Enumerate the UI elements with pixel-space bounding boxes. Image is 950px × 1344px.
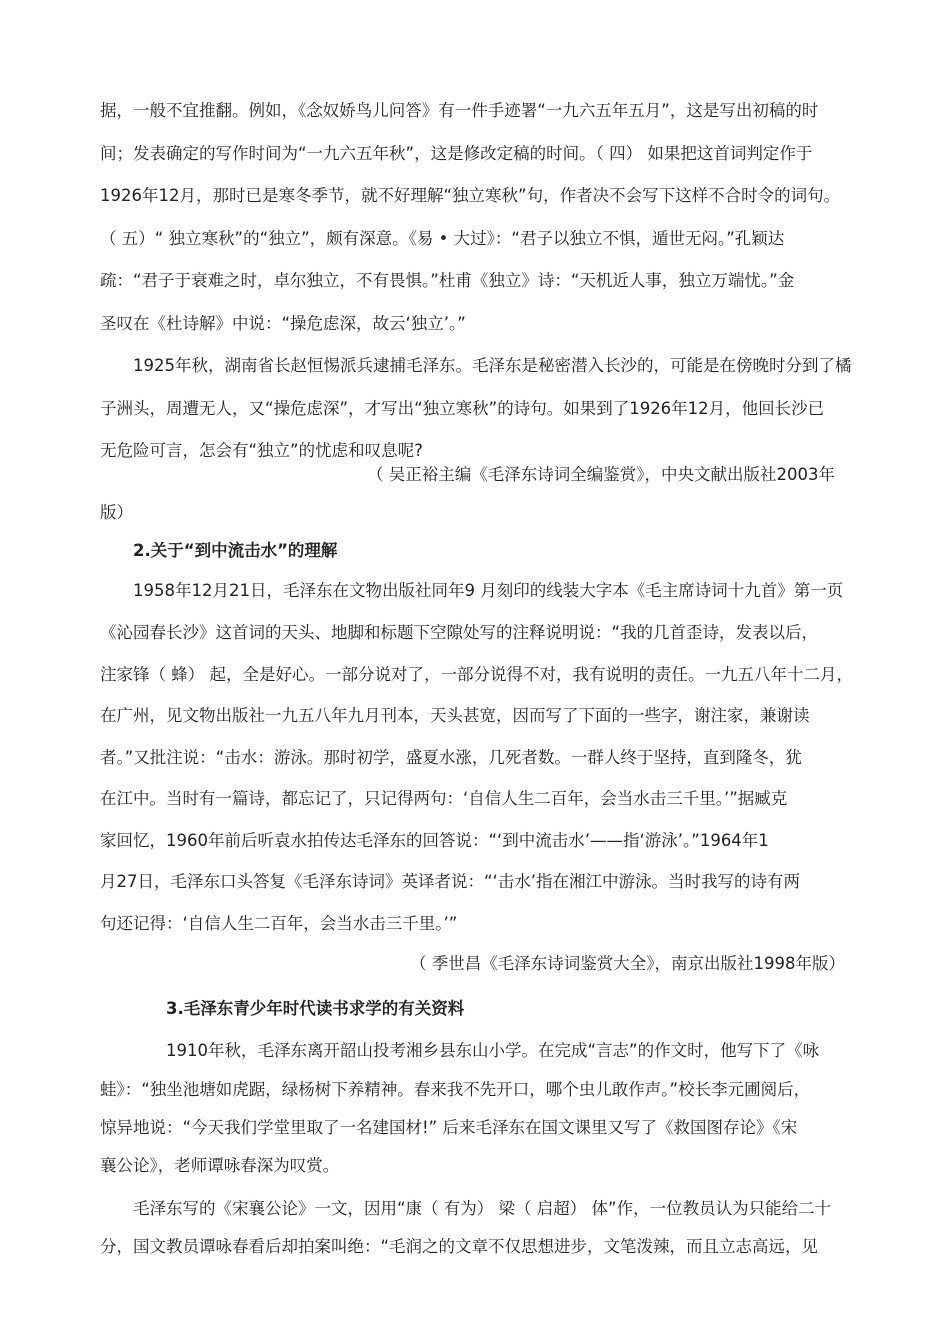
section-heading: 2.关于“到中流击水”的理解: [133, 541, 338, 560]
body-text-line: （ 五）“ 独立寒秋”的“独立”，颇有深意。《易 • 大过》：“君子以独立不惧，遁世无闷。”孔颖达: [100, 229, 785, 248]
body-text-line: 分，国文教员谭咏春看后却拍案叫绝：“毛润之的文章不仅思想进步，文笔泼辣，而且立志高远，见: [100, 1237, 819, 1256]
section-heading: 3.毛泽东青少年时代读书求学的有关资料: [166, 999, 465, 1018]
body-text-line: 子洲头，周遭无人，又“操危虑深”，才写出“独立寒秋”的诗句。如果到了1926年12月，他回长沙已: [100, 399, 825, 418]
body-text-line: 1958年12月21日，毛泽东在文物出版社同年9 月刻印的线装大字本《毛主席诗词十九首》第一页: [133, 581, 844, 600]
body-text-line: 者。”又批注说：“击水：游泳。那时初学，盛夏水涨，几死者数。一群人终于坚持，直到隆冬，犹: [100, 748, 802, 767]
body-text-line: 襄公论》，老师谭咏春深为叹赏。: [100, 1156, 340, 1175]
body-text-line: 据，一般不宜推翻。例如，《念奴娇鸟儿问答》有一件手迹署“一九六五年五月”，这是写出初稿的时: [100, 101, 819, 120]
body-text-line: 无危险可言，怎会有“独立”的忧虑和叹息呢?: [100, 441, 423, 460]
body-text-line: 家回忆，1960年前后听袁水拍传达毛泽东的回答说：“‘到中流击水’——指‘游泳’。”1964年1: [100, 831, 769, 850]
body-text-line: 在广州，见文物出版社一九五八年九月刊本，天头甚宽，因而写了下面的一些字，谢注家，兼谢读: [100, 706, 810, 725]
body-text-line: 月27日，毛泽东口头答复《毛泽东诗词》英译者说：“‘击水’指在湘江中游泳。当时我写的诗有两: [100, 872, 801, 891]
body-text-line: 1925年秋，湖南省长赵恒惕派兵逮捕毛泽东。毛泽东是秘密潜入长沙的，可能是在傍晚时分到了橘: [133, 356, 852, 375]
body-text-line: 1926年12月，那时已是寒冬季节，就不好理解“独立寒秋”句，作者决不会写下这样不合时令的词句。: [100, 186, 841, 205]
body-text-line: 蛙》：“独坐池塘如虎踞，绿杨树下养精神。春来我不先开口，哪个虫儿敢作声。”校长李元圃阅后，: [100, 1080, 811, 1099]
citation: 版）: [100, 503, 133, 522]
body-text-line: 毛泽东写的《宋襄公论》一文，因用“康（ 有为） 梁（ 启超） 体”作，一位教员认为只能给二十: [133, 1199, 832, 1218]
body-text-line: 圣叹在《杜诗解》中说：“操危虑深，故云‘独立’。”: [100, 314, 466, 333]
body-text-line: 1910年秋，毛泽东离开韶山投考湘乡县东山小学。在完成“言志”的作文时，他写下了《咏: [166, 1041, 820, 1060]
body-text-line: 在江中。当时有一篇诗，都忘记了，只记得两句：‘自信人生二百年，会当水击三千里。’”据臧克: [100, 789, 788, 808]
body-text-line: 《沁园春长沙》这首词的天头、地脚和标题下空隙处写的注释说明说：“我的几首歪诗，发表以后，: [100, 623, 819, 642]
citation: （ 吴正裕主编《毛泽东诗词全编鉴赏》，中央文献出版社2003年: [367, 465, 835, 484]
citation: （ 季世昌《毛泽东诗词鉴赏大全》，南京出版社1998年版）: [410, 954, 845, 973]
body-text-line: 注家锋（ 蜂） 起，全是好心。一部分说对了，一部分说得不对，我有说明的责任。一九五八年十二月，: [100, 665, 853, 684]
body-text-line: 间；发表确定的写作时间为“一九六五年秋”，这是修改定稿的时间。（ 四） 如果把这首词判定作于: [100, 144, 813, 163]
body-text-line: 句还记得：‘自信人生二百年，会当水击三千里。’”: [100, 914, 458, 933]
body-text-line: 惊异地说：“今天我们学堂里取了一名建国材!” 后来毛泽东在国文课里又写了《救国图存论》《宋: [100, 1118, 798, 1137]
body-text-line: 疏：“君子于衰难之时，卓尔独立，不有畏惧。”杜甫《独立》诗：“天机近人事，独立万端忧。”金: [100, 271, 795, 290]
